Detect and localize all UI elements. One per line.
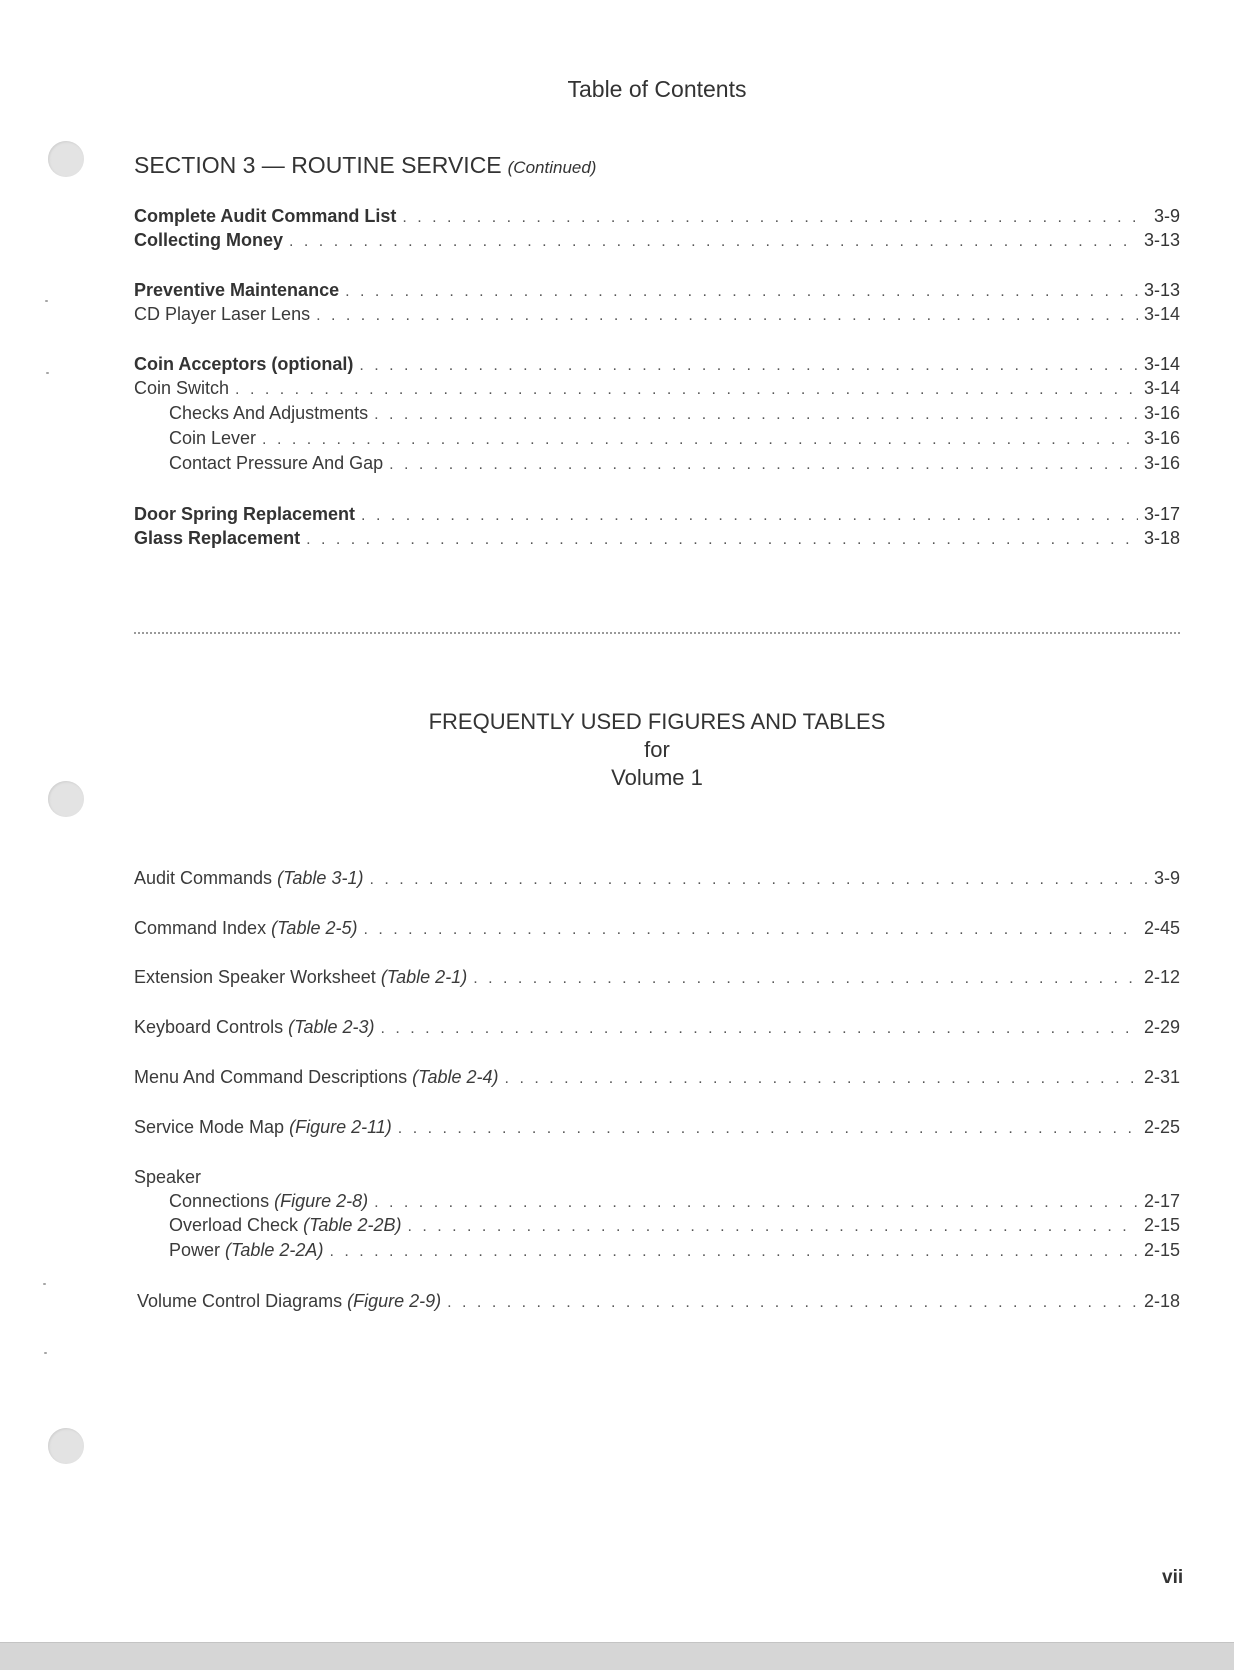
- dot-leader: [235, 381, 1138, 399]
- toc-subentry[interactable]: [169, 403, 1180, 427]
- toc-entry-page: 3-18: [1143, 528, 1180, 548]
- figures-heading: [0, 708, 1234, 792]
- dot-leader: [306, 531, 1138, 549]
- figure-entry-ref: (Figure 2-9): [347, 1291, 442, 1311]
- figure-entry-page: 2-31: [1143, 1067, 1180, 1087]
- scan-speck: [45, 300, 48, 302]
- toc-entry-label: Checks And Adjustments: [169, 403, 369, 423]
- toc-entry[interactable]: [134, 280, 1180, 304]
- figure-entry-page: 2-25: [1143, 1117, 1180, 1137]
- figure-entry[interactable]: [134, 918, 1180, 942]
- dot-leader: [447, 1294, 1138, 1312]
- toc-entry-label: Glass Replacement: [134, 528, 301, 548]
- figure-entry[interactable]: [134, 967, 1180, 991]
- toc-entry-page: 3-16: [1143, 403, 1180, 423]
- toc-entry-label: Preventive Maintenance: [134, 280, 340, 300]
- figure-entry-page: 2-29: [1143, 1017, 1180, 1037]
- figure-entry-page: 2-15: [1143, 1240, 1180, 1260]
- punch-hole-bottom: [48, 1428, 84, 1464]
- toc-entry-page: 3-17: [1143, 504, 1180, 524]
- figure-entry[interactable]: [134, 868, 1180, 892]
- figure-entry-label: Audit Commands: [134, 868, 273, 888]
- toc-entry[interactable]: [134, 304, 1180, 328]
- toc-entry-label: Contact Pressure And Gap: [169, 453, 384, 473]
- scan-bottom-edge: [0, 1642, 1234, 1670]
- section-continued-note: (Continued): [507, 158, 597, 177]
- figure-entry-label: Extension Speaker Worksheet: [134, 967, 376, 987]
- toc-entry[interactable]: [134, 504, 1180, 528]
- dot-leader: [359, 357, 1138, 375]
- figure-entry-label: Keyboard Controls: [134, 1017, 284, 1037]
- figure-entry[interactable]: [134, 1017, 1180, 1041]
- figure-entry-label: Menu And Command Descriptions: [134, 1067, 408, 1087]
- figure-subentry[interactable]: [169, 1240, 1180, 1264]
- dot-leader: [361, 507, 1138, 525]
- figure-subentry[interactable]: [169, 1215, 1180, 1239]
- dot-leader: [473, 970, 1138, 988]
- figure-entry-page: 2-17: [1143, 1191, 1180, 1211]
- dot-leader: [402, 209, 1148, 227]
- toc-entry-page: 3-13: [1143, 230, 1180, 250]
- figure-entry-label: Volume Control Diagrams: [137, 1291, 343, 1311]
- toc-entry[interactable]: [134, 378, 1180, 402]
- figure-entry-ref: (Table 2-3): [288, 1017, 375, 1037]
- toc-entry-page: 3-16: [1143, 428, 1180, 448]
- toc-entry-page: 3-9: [1153, 206, 1180, 226]
- toc-entry-page: 3-16: [1143, 453, 1180, 473]
- figure-entry-ref: (Table 2-2A): [225, 1240, 324, 1260]
- figures-heading-line1: FREQUENTLY USED FIGURES AND TABLES: [428, 709, 886, 734]
- figure-entry-ref: (Table 2-1): [380, 967, 468, 987]
- figure-entry-label: Overload Check: [169, 1215, 299, 1235]
- figure-entry-ref: (Table 2-2B): [303, 1215, 402, 1235]
- toc-subentry[interactable]: [169, 428, 1180, 452]
- section-heading: [134, 152, 596, 179]
- dot-leader: [363, 921, 1137, 939]
- toc-entry-page: 3-14: [1143, 378, 1180, 398]
- scan-speck: [44, 1352, 47, 1354]
- figure-entry-label: Connections: [169, 1191, 270, 1211]
- dot-leader: [374, 406, 1138, 424]
- figures-heading-line2: for: [644, 737, 670, 762]
- section-divider: [134, 632, 1180, 634]
- figure-entry[interactable]: [134, 1117, 1180, 1141]
- scan-speck: [46, 372, 49, 374]
- toc-entry-label: Coin Switch: [134, 378, 230, 398]
- figure-entry[interactable]: [134, 1067, 1180, 1091]
- scan-speck: [43, 1283, 46, 1285]
- dot-leader: [381, 1020, 1138, 1038]
- dot-leader: [289, 233, 1138, 251]
- dot-leader: [398, 1120, 1138, 1138]
- toc-entry-label: Collecting Money: [134, 230, 284, 250]
- toc-entry[interactable]: [134, 206, 1180, 230]
- toc-subentry[interactable]: [169, 453, 1180, 477]
- figure-entry-ref: (Figure 2-8): [274, 1191, 369, 1211]
- toc-entry-label: Coin Lever: [169, 428, 257, 448]
- section-title: SECTION 3 — ROUTINE SERVICE: [134, 152, 502, 178]
- toc-entry-label: Complete Audit Command List: [134, 206, 397, 226]
- toc-entry-label: Door Spring Replacement: [134, 504, 356, 524]
- toc-entry-page: 3-13: [1143, 280, 1180, 300]
- dot-leader: [407, 1218, 1138, 1236]
- figure-entry-page: 2-18: [1143, 1291, 1180, 1311]
- toc-entry-label: CD Player Laser Lens: [134, 304, 311, 324]
- figure-entry-page: 2-12: [1143, 967, 1180, 987]
- figures-heading-line3: Volume 1: [611, 765, 703, 790]
- dot-leader: [262, 431, 1138, 449]
- figure-entry-ref: (Table 2-5): [271, 918, 358, 938]
- dot-leader: [374, 1194, 1138, 1212]
- dot-leader: [316, 307, 1138, 325]
- toc-entry[interactable]: [134, 354, 1180, 378]
- punch-hole-top: [48, 141, 84, 177]
- figure-subentry[interactable]: [169, 1191, 1180, 1215]
- figure-entry-page: 3-9: [1153, 868, 1180, 888]
- dot-leader: [329, 1243, 1138, 1261]
- figure-entry-label: Power: [169, 1240, 221, 1260]
- figure-entry[interactable]: [137, 1291, 1180, 1315]
- dot-leader: [505, 1070, 1138, 1088]
- toc-entry-page: 3-14: [1143, 354, 1180, 374]
- figure-entry-label: Command Index: [134, 918, 267, 938]
- toc-entry-page: 3-14: [1143, 304, 1180, 324]
- figure-entry-ref: (Table 2-4): [412, 1067, 499, 1087]
- page-title: Table of Contents: [567, 76, 747, 102]
- dot-leader: [345, 283, 1138, 301]
- toc-entry[interactable]: [134, 528, 1180, 552]
- page-number: vii: [1162, 1567, 1184, 1588]
- figure-entry-ref: (Table 3-1): [277, 868, 364, 888]
- figure-entry-page: 2-45: [1143, 918, 1180, 938]
- dot-leader: [369, 871, 1148, 889]
- figure-entry-ref: (Figure 2-11): [289, 1117, 392, 1137]
- figure-group-label: Speaker: [134, 1167, 202, 1187]
- figure-entry-label: Service Mode Map: [134, 1117, 285, 1137]
- figure-entry-page: 2-15: [1143, 1215, 1180, 1235]
- toc-entry[interactable]: [134, 230, 1180, 254]
- dot-leader: [389, 456, 1138, 474]
- toc-entry-label: Coin Acceptors (optional): [134, 354, 354, 374]
